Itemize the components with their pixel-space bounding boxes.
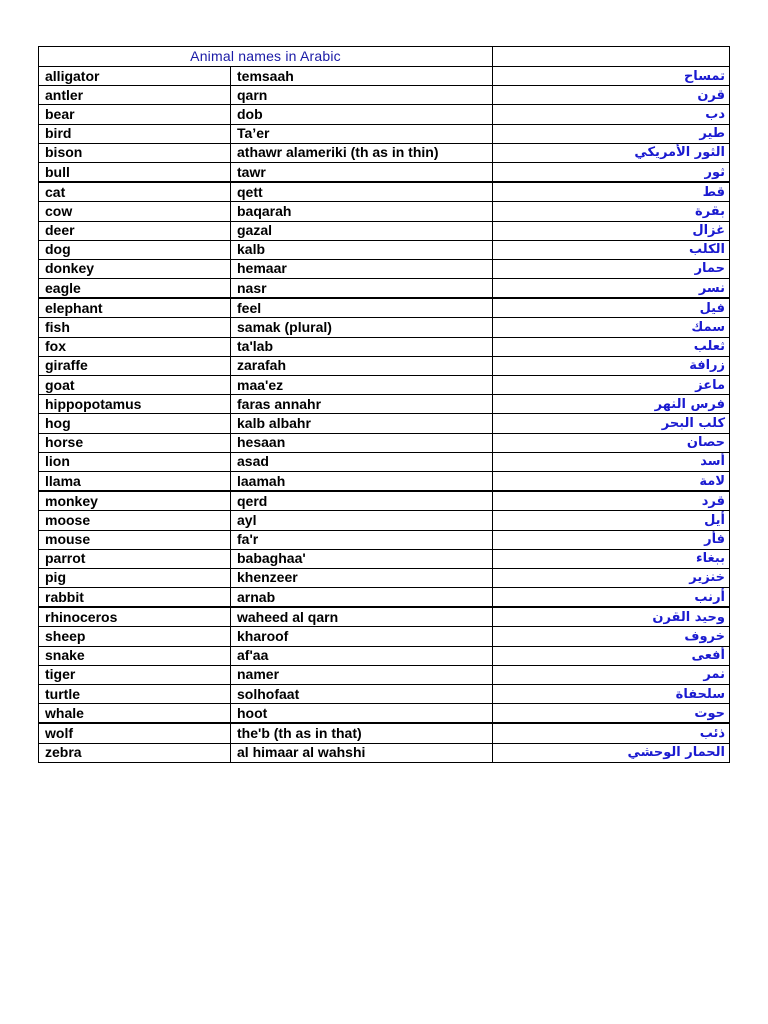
table-row [39,162,730,182]
title-blank-cell [493,47,730,67]
table-row [39,221,730,240]
transliteration-cell: maa'ez [231,376,493,395]
table-row [39,298,730,318]
arabic-cell: حوت [493,704,730,724]
table-row [39,67,730,86]
arabic-cell: ثور [493,162,730,182]
arabic-cell: قط [493,182,730,202]
english-cell: donkey [39,259,231,278]
vocabulary-sheet [38,46,729,763]
transliteration-cell: hesaan [231,433,493,452]
arabic-cell: ماعز [493,376,730,395]
english-cell: parrot [39,549,231,568]
transliteration-cell: al himaar al wahshi [231,743,493,762]
transliteration-cell: baqarah [231,202,493,221]
vocabulary-table [38,46,730,763]
transliteration-cell: hoot [231,704,493,724]
english-cell: dog [39,240,231,259]
table-row [39,318,730,337]
english-cell: whale [39,704,231,724]
arabic-cell: الكلب [493,240,730,259]
english-cell: antler [39,86,231,105]
arabic-cell: أفعى [493,646,730,665]
arabic-cell: ذئب [493,723,730,743]
table-row [39,568,730,587]
table-row [39,124,730,143]
arabic-cell: أسد [493,452,730,471]
english-cell: sheep [39,627,231,646]
arabic-cell: الحمار الوحشي [493,743,730,762]
table-title: Animal names in Arabic [39,47,493,67]
arabic-cell: الثور الأمريكي [493,143,730,162]
english-cell: bear [39,105,231,124]
english-cell: deer [39,221,231,240]
table-row [39,491,730,511]
table-body [39,67,730,763]
arabic-cell: كلب البحر [493,414,730,433]
arabic-cell: دب [493,105,730,124]
english-cell: cat [39,182,231,202]
transliteration-cell: dob [231,105,493,124]
transliteration-cell: asad [231,452,493,471]
arabic-cell: أرنب [493,588,730,608]
transliteration-cell: af'aa [231,646,493,665]
english-cell: alligator [39,67,231,86]
english-cell: giraffe [39,356,231,375]
arabic-cell: بقرة [493,202,730,221]
transliteration-cell: arnab [231,588,493,608]
transliteration-cell: qarn [231,86,493,105]
english-cell: llama [39,471,231,491]
transliteration-cell: solhofaat [231,685,493,704]
english-cell: moose [39,511,231,530]
transliteration-cell: kalb albahr [231,414,493,433]
transliteration-cell: laamah [231,471,493,491]
transliteration-cell: qett [231,182,493,202]
table-row [39,511,730,530]
english-cell: mouse [39,530,231,549]
transliteration-cell: babaghaa' [231,549,493,568]
table-row [39,86,730,105]
english-cell: eagle [39,279,231,299]
table-row [39,395,730,414]
transliteration-cell: zarafah [231,356,493,375]
arabic-cell: لامة [493,471,730,491]
table-title-row [39,47,730,67]
table-row [39,607,730,627]
table-row [39,723,730,743]
transliteration-cell: ayl [231,511,493,530]
transliteration-cell: fa'r [231,530,493,549]
table-row [39,376,730,395]
arabic-cell: زرافة [493,356,730,375]
table-row [39,530,730,549]
arabic-cell: حصان [493,433,730,452]
english-cell: rhinoceros [39,607,231,627]
arabic-cell: غزال [493,221,730,240]
transliteration-cell: waheed al qarn [231,607,493,627]
transliteration-cell: namer [231,665,493,684]
arabic-cell: حمار [493,259,730,278]
transliteration-cell: Ta’er [231,124,493,143]
table-row [39,588,730,608]
english-cell: cow [39,202,231,221]
table-row [39,414,730,433]
arabic-cell: ثعلب [493,337,730,356]
table-row [39,704,730,724]
arabic-cell: قرد [493,491,730,511]
arabic-cell: وحيد القرن [493,607,730,627]
transliteration-cell: ta'lab [231,337,493,356]
english-cell: wolf [39,723,231,743]
table-row [39,337,730,356]
english-cell: tiger [39,665,231,684]
transliteration-cell: khenzeer [231,568,493,587]
table-row [39,646,730,665]
transliteration-cell: faras annahr [231,395,493,414]
english-cell: hippopotamus [39,395,231,414]
table-row [39,452,730,471]
arabic-cell: نسر [493,279,730,299]
english-cell: bison [39,143,231,162]
transliteration-cell: gazal [231,221,493,240]
transliteration-cell: feel [231,298,493,318]
arabic-cell: ببغاء [493,549,730,568]
table-row [39,182,730,202]
arabic-cell: فرس النهر [493,395,730,414]
arabic-cell: فيل [493,298,730,318]
english-cell: pig [39,568,231,587]
table-row [39,549,730,568]
english-cell: zebra [39,743,231,762]
transliteration-cell: kharoof [231,627,493,646]
table-row [39,665,730,684]
english-cell: turtle [39,685,231,704]
table-row [39,471,730,491]
table-row [39,105,730,124]
english-cell: horse [39,433,231,452]
english-cell: bird [39,124,231,143]
table-row [39,202,730,221]
english-cell: fish [39,318,231,337]
arabic-cell: فأر [493,530,730,549]
english-cell: snake [39,646,231,665]
arabic-cell: سمك [493,318,730,337]
table-row [39,743,730,762]
english-cell: goat [39,376,231,395]
english-cell: monkey [39,491,231,511]
table-row [39,356,730,375]
table-row [39,143,730,162]
transliteration-cell: samak (plural) [231,318,493,337]
arabic-cell: قرن [493,86,730,105]
transliteration-cell: athawr alameriki (th as in thin) [231,143,493,162]
transliteration-cell: tawr [231,162,493,182]
transliteration-cell: temsaah [231,67,493,86]
transliteration-cell: nasr [231,279,493,299]
arabic-cell: طير [493,124,730,143]
transliteration-cell: qerd [231,491,493,511]
english-cell: elephant [39,298,231,318]
table-row [39,259,730,278]
table-row [39,279,730,299]
table-row [39,433,730,452]
english-cell: bull [39,162,231,182]
table-row [39,627,730,646]
table-row [39,685,730,704]
english-cell: lion [39,452,231,471]
transliteration-cell: hemaar [231,259,493,278]
english-cell: hog [39,414,231,433]
arabic-cell: خروف [493,627,730,646]
arabic-cell: خنزير [493,568,730,587]
arabic-cell: نمر [493,665,730,684]
arabic-cell: تمساح [493,67,730,86]
english-cell: rabbit [39,588,231,608]
english-cell: fox [39,337,231,356]
arabic-cell: أيل [493,511,730,530]
transliteration-cell: the'b (th as in that) [231,723,493,743]
table-row [39,240,730,259]
transliteration-cell: kalb [231,240,493,259]
arabic-cell: سلحفاة [493,685,730,704]
